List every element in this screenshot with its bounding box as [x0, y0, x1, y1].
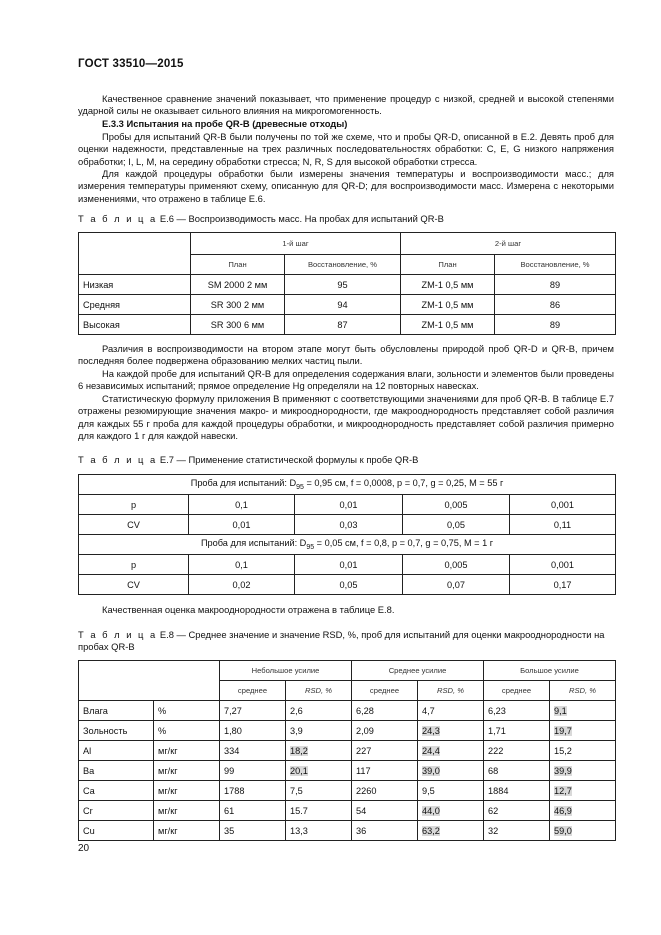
table6-plan-1: План	[191, 255, 285, 275]
table-row: Средняя SR 300 2 мм 94 ZM-1 0,5 мм 86	[79, 295, 616, 315]
table-row: Влага % 7,27 2,6 6,28 4,7 6,23 9,1	[79, 701, 616, 721]
table-row: Cu мг/кг 35 13,3 36 63,2 32 59,0	[79, 821, 616, 841]
table7-group2-title: Проба для испытаний: $D_{95} = 0,05$ см, f = 0,8, p = 0,7, g = 0,75, M = 1 г	[79, 535, 616, 555]
table6-caption: Т а б л и ц а Е.6 — Воспроизводимость масс. На пробах для испытаний QR-B	[78, 213, 444, 224]
page-number: 20	[78, 843, 90, 854]
table7-group1-title: Проба для испытаний: $D_{95} = 0,95$ см, f = 0,0008, p = 0,7, g = 0,25, M = 55 г	[79, 475, 616, 495]
table-row: Зольность % 1,80 3,9 2,09 24,3 1,71 19,7	[79, 721, 616, 741]
paragraph-homogeneity: Качественное сравнение значений показывает, что применение процедур с низкой, средней и высокой степенями ударной силы не оказывает сильного влияния на микрогомогенность.	[78, 93, 614, 117]
table-row: p 0,1 0,01 0,005 0,001	[79, 555, 616, 575]
table6-recovery-2: Восстановление, %	[495, 255, 616, 275]
table-row: Высокая SR 300 6 мм 87 ZM-1 0,5 мм 89	[79, 315, 616, 335]
table-e6	[78, 232, 616, 335]
paragraph-samples: Пробы для испытаний QR-B были получены по той же схеме, что и пробы QR-D, описанной в Е.2. Девять проб для оценки надежности, представленные на трех различных последовательностях обработки: C, E, G низкого напряжения обработки; I, L, M, на середину обработки стресса; N, R, S для высокой обработки стресса.	[78, 131, 614, 167]
table-row: Низкая SM 2000 2 мм 95 ZM-1 0,5 мм 89	[79, 275, 616, 295]
table6-recovery-1: Восстановление, %	[285, 255, 401, 275]
table6-step1: 1-й шаг	[191, 233, 401, 255]
table-e7	[78, 474, 616, 595]
paragraph-differences: Различия в воспроизводимости на втором этапе могут быть обусловлены природой проб QR-D и QR-B, причем последняя более подвержена образованию мелких частиц пыли.	[78, 343, 614, 367]
table-row: Ba мг/кг 99 20,1 117 39,0 68 39,9	[79, 761, 616, 781]
table-row: p 0,1 0,01 0,005 0,001	[79, 495, 616, 515]
table6-plan-2: План	[401, 255, 495, 275]
document-header: ГОСТ 33510—2015	[78, 58, 184, 70]
table-row: CV 0,01 0,03 0,05 0,11	[79, 515, 616, 535]
section-heading: Е.3.3 Испытания на пробе QR-B (древесные отходы)	[102, 118, 348, 129]
table-row: CV 0,02 0,05 0,07 0,17	[79, 575, 616, 595]
table6-step2: 2-й шаг	[401, 233, 616, 255]
paragraph-procedure: Для каждой процедуры обработки были измерены значения температуры и воспроизводимости масс.; для измерения температуры применяют схему, описанную для QR-D; для воспроизводимости масс. Измерена с некоторыми изменениями, что отражено в таблице Е.6.	[78, 168, 614, 204]
table8-caption: Т а б л и ц а Е.8 — Среднее значение и значение RSD, %, проб для испытаний для оценки макрооднородности на пробах QR-B	[78, 629, 605, 653]
paragraph-statistics: Статистическую формулу приложения В применяют с соответствующими значениями для проб QR-B. В таблице Е.7 отражены резюмирующие значения макро- и микрооднородности, где макрооднородность представляет собой различия для каждых 55 г проба для каждой процедуры обработки, и микрооднородность представляет собой различия примерно для каждого 1 г для каждой навески.	[78, 393, 614, 442]
table-row: Al мг/кг 334 18,2 227 24,4 222 15,2	[79, 741, 616, 761]
table-row: Cr мг/кг 61 15.7 54 44,0 62 46,9	[79, 801, 616, 821]
paragraph-tests: На каждой пробе для испытаний QR-B для определения содержания влаги, зольности и элементов были проведены 6 независимых испытаний; прямое определение Hg определяли на 12 повторных навесках.	[78, 368, 614, 392]
table-e8: Небольшое усилие Среднее усилие Большое усилие среднее RSD, % среднее RSD, % среднее RSD, % Влага % 7,27 2,6 6,28 4,7 6,23 9,1 Зольность % 1,80 3,9 2,09 24,3 1,71 19,7 Al мг/кг 334 18,2 227 24,4 222 15,2 Ba мг/кг 99 20,1 117 39,0 68 39,9 Ca мг/кг 1788 7,5 2260 9,5 1884 12,7 Cr мг/кг 61 15.7 54 44,0 62 46,9 Cu мг/кг 35 13,3 36 63,2 32 59,0	[78, 660, 616, 841]
paragraph-macro: Качественная оценка макрооднородности отражена в таблице Е.8.	[102, 604, 395, 615]
table7-caption: Т а б л и ц а Е.7 — Применение статистической формулы к пробе QR-B	[78, 454, 419, 465]
table6-corner	[79, 233, 191, 275]
table-row: Ca мг/кг 1788 7,5 2260 9,5 1884 12,7	[79, 781, 616, 801]
table8-corner	[79, 661, 220, 701]
